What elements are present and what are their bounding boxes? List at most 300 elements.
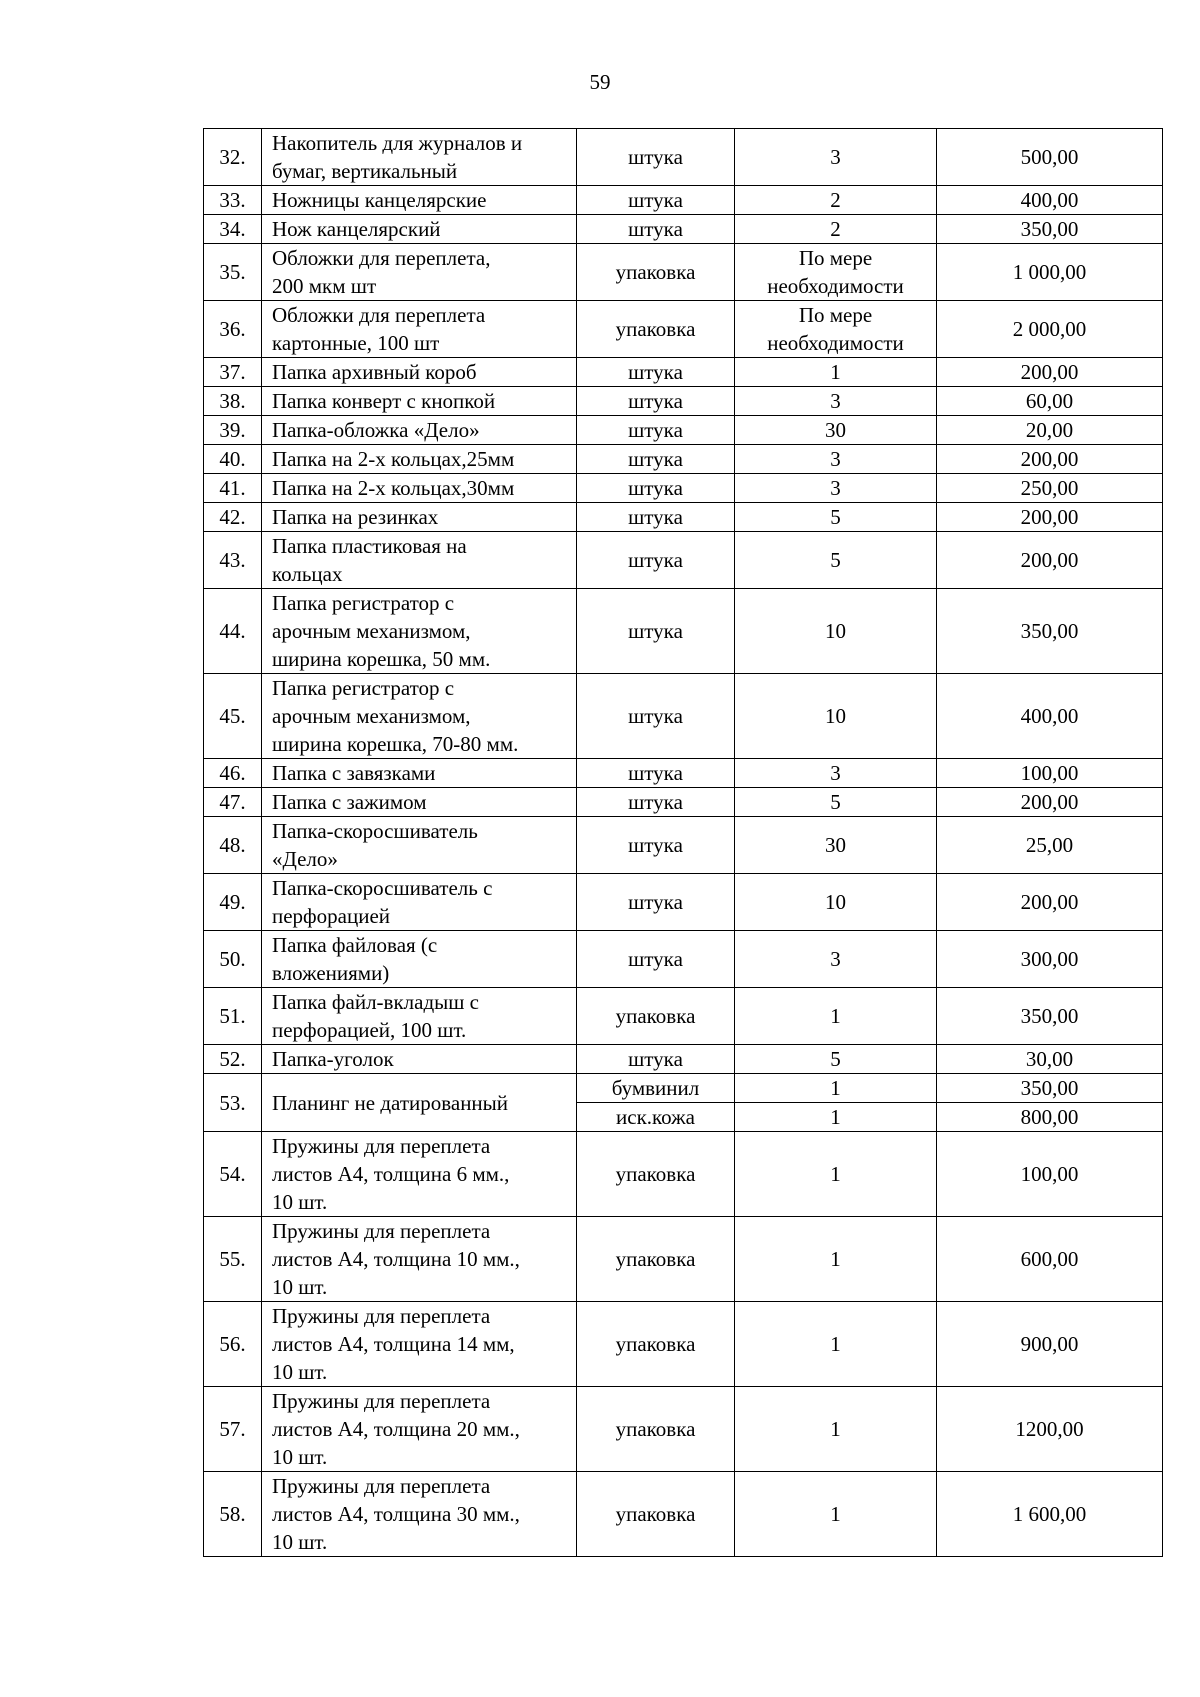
cell-text: 400,00 (1020, 704, 1079, 728)
price (937, 474, 1163, 503)
quantity (735, 186, 937, 215)
cell-text: ширина корешка, 70-80 мм. (272, 732, 519, 756)
table-row (204, 1387, 1163, 1472)
cell-text: 400,00 (1020, 188, 1079, 212)
table-row (204, 1302, 1163, 1387)
price (937, 244, 1163, 301)
quantity (735, 503, 937, 532)
cell-text: 200,00 (1020, 890, 1079, 914)
item-name (262, 244, 577, 301)
quantity (735, 474, 937, 503)
price (937, 1217, 1163, 1302)
cell-text: 1 (830, 1105, 841, 1129)
cell-text: Пружины для переплета (272, 1134, 491, 1158)
cell-text: упаковка (615, 260, 696, 284)
cell-text: 250,00 (1020, 476, 1079, 500)
price (937, 817, 1163, 874)
unit-of-measure (577, 788, 735, 817)
cell-text: перфорацией (272, 904, 391, 928)
cell-text: арочным механизмом, (272, 619, 471, 643)
table-row (204, 931, 1163, 988)
cell-text: Обложки для переплета, (272, 246, 491, 270)
table-row (204, 1074, 1163, 1103)
cell-text: 200,00 (1020, 505, 1079, 529)
table-row (204, 874, 1163, 931)
price (937, 1132, 1163, 1217)
cell-text: упаковка (615, 1247, 696, 1271)
unit-of-measure (577, 1302, 735, 1387)
cell-text: 43. (219, 548, 246, 572)
item-name (262, 416, 577, 445)
row-number (204, 931, 262, 988)
price (937, 416, 1163, 445)
unit-of-measure (577, 1132, 735, 1217)
item-name (262, 589, 577, 674)
unit-of-measure (577, 416, 735, 445)
cell-text: 1 000,00 (1012, 260, 1087, 284)
cell-text: 56. (219, 1332, 246, 1356)
price (937, 445, 1163, 474)
quantity (735, 817, 937, 874)
cell-text: Пружины для переплета (272, 1304, 491, 1328)
cell-text: Папка-уголок (272, 1047, 394, 1071)
cell-text: 1 (830, 1076, 841, 1100)
row-number (204, 1217, 262, 1302)
cell-text: 800,00 (1020, 1105, 1079, 1129)
cell-text: 5 (830, 548, 841, 572)
row-number (204, 759, 262, 788)
price (937, 387, 1163, 416)
cell-text: 10 (825, 890, 846, 914)
cell-text: арочным механизмом, (272, 704, 471, 728)
cell-text: листов А4, толщина 6 мм., (272, 1162, 510, 1186)
unit-of-measure (577, 874, 735, 931)
quantity (735, 416, 937, 445)
quantity (735, 301, 937, 358)
row-number (204, 301, 262, 358)
cell-text: штука (628, 505, 683, 529)
item-name (262, 1387, 577, 1472)
price (937, 874, 1163, 931)
cell-text: упаковка (615, 317, 696, 341)
price (937, 1387, 1163, 1472)
cell-text: 37. (219, 360, 246, 384)
row-number (204, 186, 262, 215)
cell-text: 50. (219, 947, 246, 971)
cell-text: 42. (219, 505, 246, 529)
item-name (262, 301, 577, 358)
item-name (262, 988, 577, 1045)
item-name (262, 1074, 577, 1132)
unit-of-measure (577, 1217, 735, 1302)
cell-text: 1 (830, 1004, 841, 1028)
price (937, 358, 1163, 387)
row-number (204, 474, 262, 503)
cell-text: упаковка (615, 1332, 696, 1356)
item-name (262, 474, 577, 503)
table-row (204, 988, 1163, 1045)
quantity (735, 1103, 937, 1132)
price (937, 129, 1163, 186)
cell-text: упаковка (615, 1004, 696, 1028)
cell-text: 350,00 (1020, 1004, 1079, 1028)
cell-text: 45. (219, 704, 246, 728)
cell-text: 41. (219, 476, 246, 500)
table-row (204, 532, 1163, 589)
row-number (204, 1472, 262, 1557)
cell-text: штука (628, 833, 683, 857)
cell-text: Папка-скоросшиватель с (272, 876, 493, 900)
cell-text: штука (628, 947, 683, 971)
cell-text: 1 600,00 (1012, 1502, 1087, 1526)
cell-text: упаковка (615, 1162, 696, 1186)
cell-text: листов А4, толщина 14 мм, (272, 1332, 515, 1356)
cell-text: 200,00 (1020, 447, 1079, 471)
cell-text: Нож канцелярский (272, 217, 441, 241)
cell-text: 350,00 (1020, 619, 1079, 643)
cell-text: 39. (219, 418, 246, 442)
item-name (262, 1472, 577, 1557)
table-row (204, 416, 1163, 445)
item-name (262, 1045, 577, 1074)
quantity (735, 1217, 937, 1302)
cell-text: 1 (830, 360, 841, 384)
cell-text: штука (628, 619, 683, 643)
cell-text: штука (628, 761, 683, 785)
price (937, 215, 1163, 244)
table-body (204, 129, 1163, 1557)
price (937, 931, 1163, 988)
quantity (735, 215, 937, 244)
quantity (735, 674, 937, 759)
price (937, 759, 1163, 788)
cell-text: Папка с завязками (272, 761, 436, 785)
cell-text: 32. (219, 145, 246, 169)
cell-text: штука (628, 360, 683, 384)
cell-text: 100,00 (1020, 1162, 1079, 1186)
cell-text: 10 (825, 619, 846, 643)
row-number (204, 817, 262, 874)
cell-text: 47. (219, 790, 246, 814)
supplies-table (203, 128, 1163, 1557)
price (937, 532, 1163, 589)
cell-text: 200,00 (1020, 360, 1079, 384)
table-row (204, 474, 1163, 503)
row-number (204, 129, 262, 186)
cell-text: 3 (830, 761, 841, 785)
cell-text: 350,00 (1020, 217, 1079, 241)
row-number (204, 1387, 262, 1472)
table-row (204, 215, 1163, 244)
cell-text: 54. (219, 1162, 246, 1186)
unit-of-measure (577, 817, 735, 874)
row-number (204, 358, 262, 387)
cell-text: 48. (219, 833, 246, 857)
quantity (735, 387, 937, 416)
table-row (204, 503, 1163, 532)
item-name (262, 215, 577, 244)
unit-of-measure (577, 358, 735, 387)
cell-text: 200 мкм шт (272, 274, 377, 298)
table-row (204, 445, 1163, 474)
price (937, 1103, 1163, 1132)
cell-text: штука (628, 476, 683, 500)
cell-text: листов А4, толщина 20 мм., (272, 1417, 520, 1441)
quantity (735, 1472, 937, 1557)
cell-text: 1 (830, 1332, 841, 1356)
cell-text: Папка файл-вкладыш с (272, 990, 479, 1014)
quantity (735, 1302, 937, 1387)
price (937, 186, 1163, 215)
cell-text: листов А4, толщина 30 мм., (272, 1502, 520, 1526)
cell-text: 10 шт. (272, 1530, 328, 1554)
table-row (204, 387, 1163, 416)
quantity (735, 1045, 937, 1074)
cell-text: 3 (830, 145, 841, 169)
cell-text: Пружины для переплета (272, 1389, 491, 1413)
unit-of-measure (577, 931, 735, 988)
cell-text: Папка-обложка «Дело» (272, 418, 480, 442)
unit-of-measure (577, 1045, 735, 1074)
cell-text: Обложки для переплета (272, 303, 486, 327)
cell-text: 1200,00 (1015, 1417, 1084, 1441)
unit-of-measure (577, 186, 735, 215)
cell-text: 33. (219, 188, 246, 212)
unit-of-measure (577, 474, 735, 503)
cell-text: 57. (219, 1417, 246, 1441)
row-number (204, 532, 262, 589)
table-row (204, 817, 1163, 874)
item-name (262, 186, 577, 215)
cell-text: 34. (219, 217, 246, 241)
item-name (262, 129, 577, 186)
cell-text: бумвинил (611, 1076, 700, 1100)
table-row (204, 1217, 1163, 1302)
cell-text: Ножницы канцелярские (272, 188, 487, 212)
cell-text: Накопитель для журналов и (272, 131, 523, 155)
row-number (204, 1045, 262, 1074)
cell-text: Планинг не датированный (272, 1090, 509, 1115)
quantity (735, 445, 937, 474)
cell-text: Пружины для переплета (272, 1474, 491, 1498)
item-name (262, 1302, 577, 1387)
cell-text: 49. (219, 890, 246, 914)
price (937, 788, 1163, 817)
cell-text: необходимости (767, 331, 904, 355)
cell-text: 51. (219, 1004, 246, 1028)
cell-text: упаковка (615, 1417, 696, 1441)
unit-of-measure (577, 988, 735, 1045)
cell-text: 2 000,00 (1012, 317, 1087, 341)
page-number: 59 (589, 70, 611, 94)
cell-text: вложениями) (272, 961, 390, 985)
row-number (204, 874, 262, 931)
cell-text: 200,00 (1020, 790, 1079, 814)
price (937, 1045, 1163, 1074)
price (937, 1074, 1163, 1103)
cell-text: 40. (219, 447, 246, 471)
quantity (735, 788, 937, 817)
row-number (204, 674, 262, 759)
table-row (204, 1045, 1163, 1074)
cell-text: 5 (830, 505, 841, 529)
cell-text: 53. (219, 1090, 246, 1115)
item-name (262, 759, 577, 788)
cell-text: ширина корешка, 50 мм. (272, 647, 491, 671)
cell-text: Папка файловая (с (272, 933, 438, 957)
cell-text: 10 шт. (272, 1360, 328, 1384)
cell-text: необходимости (767, 274, 904, 298)
cell-text: штука (628, 188, 683, 212)
price (937, 301, 1163, 358)
cell-text: 35. (219, 260, 246, 284)
quantity (735, 759, 937, 788)
cell-text: 30,00 (1025, 1047, 1074, 1071)
cell-text: штука (628, 217, 683, 241)
table-row (204, 1472, 1163, 1557)
cell-text: штука (628, 548, 683, 572)
quantity (735, 129, 937, 186)
table-row (204, 1132, 1163, 1217)
quantity (735, 931, 937, 988)
cell-text: 5 (830, 790, 841, 814)
cell-text: 350,00 (1020, 1076, 1079, 1100)
cell-text: 20,00 (1025, 418, 1074, 442)
row-number (204, 589, 262, 674)
item-name (262, 674, 577, 759)
item-name (262, 817, 577, 874)
cell-text: 44. (219, 619, 246, 643)
cell-text: бумаг, вертикальный (272, 159, 458, 183)
table-row (204, 358, 1163, 387)
cell-text: картонные, 100 шт (272, 331, 440, 355)
cell-text: штука (628, 418, 683, 442)
cell-text: кольцах (272, 562, 343, 586)
cell-text: 2 (830, 217, 841, 241)
cell-text: Папка регистратор с (272, 591, 455, 615)
unit-of-measure (577, 301, 735, 358)
quantity (735, 1387, 937, 1472)
cell-text: Папка архивный короб (272, 360, 477, 384)
cell-text: штука (628, 145, 683, 169)
cell-text: Пружины для переплета (272, 1219, 491, 1243)
table-row (204, 589, 1163, 674)
cell-text: 46. (219, 761, 246, 785)
cell-text: 58. (219, 1502, 246, 1526)
item-name (262, 874, 577, 931)
cell-text: штука (628, 790, 683, 814)
cell-text: Папка регистратор с (272, 676, 455, 700)
cell-text: 300,00 (1020, 947, 1079, 971)
unit-of-measure (577, 129, 735, 186)
cell-text: 500,00 (1020, 145, 1079, 169)
quantity (735, 1074, 937, 1103)
cell-text: 5 (830, 1047, 841, 1071)
cell-text: 10 шт. (272, 1275, 328, 1299)
table-row (204, 129, 1163, 186)
quantity (735, 988, 937, 1045)
row-number (204, 503, 262, 532)
cell-text: 1 (830, 1162, 841, 1186)
cell-text: 900,00 (1020, 1332, 1079, 1356)
unit-of-measure (577, 1472, 735, 1557)
cell-text: 10 шт. (272, 1445, 328, 1469)
row-number (204, 244, 262, 301)
cell-text: 3 (830, 389, 841, 413)
row-number (204, 788, 262, 817)
unit-of-measure (577, 1074, 735, 1103)
item-name (262, 1217, 577, 1302)
quantity (735, 874, 937, 931)
quantity (735, 1132, 937, 1217)
table-row (204, 301, 1163, 358)
cell-text: Папка-скоросшиватель (272, 819, 478, 843)
row-number (204, 416, 262, 445)
table-row (204, 244, 1163, 301)
cell-text: 1 (830, 1502, 841, 1526)
item-name (262, 931, 577, 988)
table-row (204, 788, 1163, 817)
cell-text: перфорацией, 100 шт. (272, 1018, 467, 1042)
unit-of-measure (577, 244, 735, 301)
cell-text: 10 (825, 704, 846, 728)
cell-text: 30 (825, 418, 846, 442)
cell-text: 3 (830, 947, 841, 971)
unit-of-measure (577, 215, 735, 244)
cell-text: Папка пластиковая на (272, 534, 467, 558)
unit-of-measure (577, 589, 735, 674)
price (937, 1302, 1163, 1387)
cell-text: Папка на 2-х кольцах,25мм (272, 447, 515, 471)
row-number (204, 1074, 262, 1132)
row-number (204, 445, 262, 474)
price (937, 503, 1163, 532)
unit-of-measure (577, 445, 735, 474)
item-name (262, 503, 577, 532)
row-number (204, 1302, 262, 1387)
row-number (204, 988, 262, 1045)
cell-text: иск.кожа (616, 1105, 695, 1129)
cell-text: штука (628, 890, 683, 914)
price (937, 589, 1163, 674)
cell-text: 2 (830, 188, 841, 212)
cell-text: Папка с зажимом (272, 790, 427, 814)
cell-text: упаковка (615, 1502, 696, 1526)
cell-text: 1 (830, 1417, 841, 1441)
cell-text: Папка на резинках (272, 505, 439, 529)
cell-text: листов А4, толщина 10 мм., (272, 1247, 520, 1271)
item-name (262, 358, 577, 387)
cell-text: 10 шт. (272, 1190, 328, 1214)
unit-of-measure (577, 674, 735, 759)
cell-text: «Дело» (272, 847, 338, 871)
unit-of-measure (577, 759, 735, 788)
row-number (204, 1132, 262, 1217)
item-name (262, 788, 577, 817)
cell-text: 3 (830, 447, 841, 471)
row-number (204, 215, 262, 244)
cell-text: 600,00 (1020, 1247, 1079, 1271)
price (937, 1472, 1163, 1557)
cell-text: 3 (830, 476, 841, 500)
cell-text: 200,00 (1020, 548, 1079, 572)
cell-text: Папка на 2-х кольцах,30мм (272, 476, 515, 500)
item-name (262, 532, 577, 589)
item-name (262, 445, 577, 474)
item-name (262, 387, 577, 416)
cell-text: 36. (219, 317, 246, 341)
cell-text: штука (628, 389, 683, 413)
